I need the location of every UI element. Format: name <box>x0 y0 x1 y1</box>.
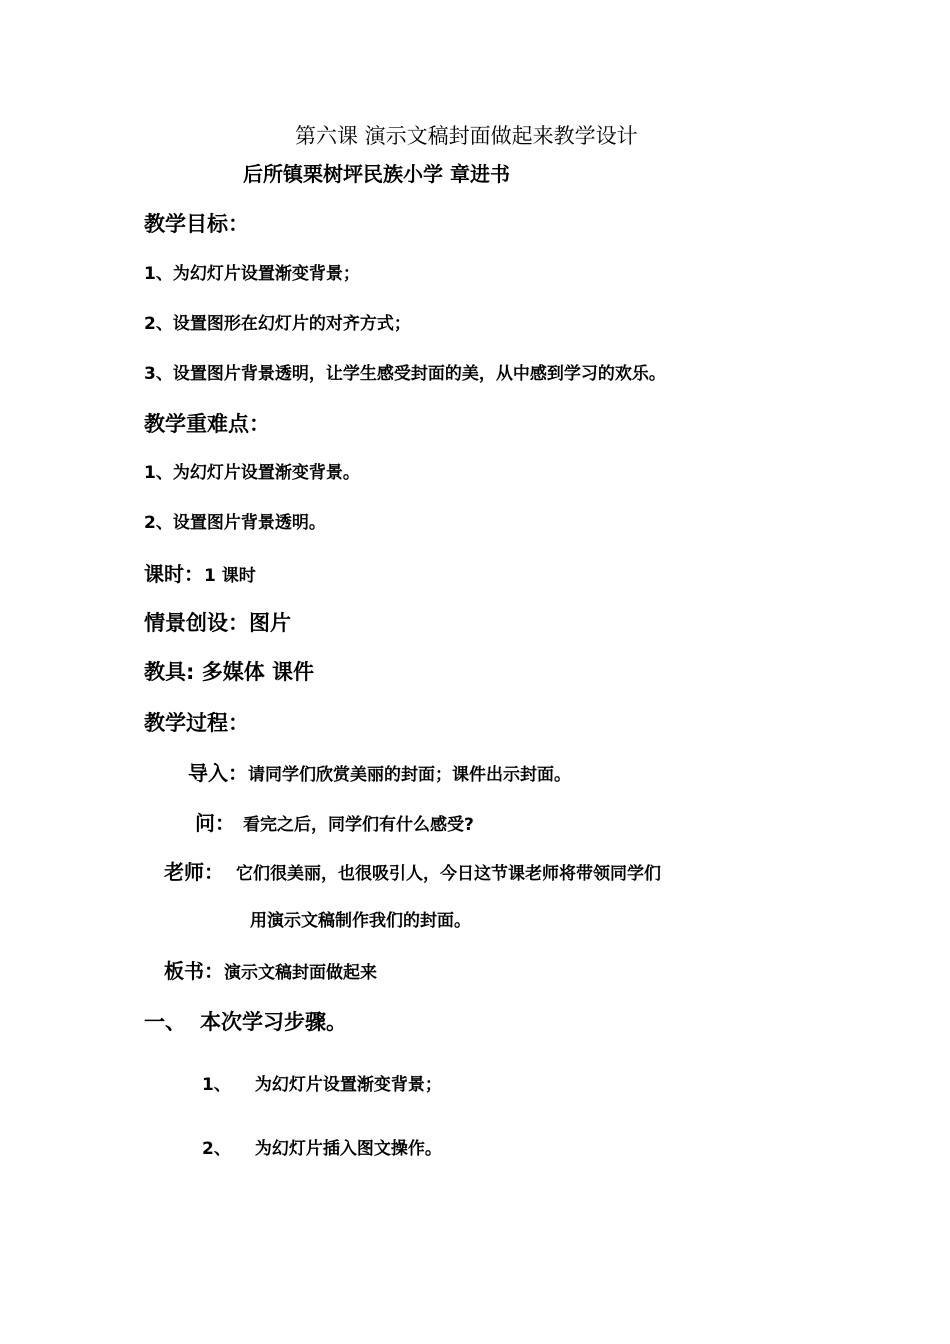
class-hours-label: 课时： <box>144 562 204 586</box>
process-heading: 教学过程： <box>144 711 249 735</box>
board-line <box>164 961 377 982</box>
objectives-heading: 教学目标： <box>144 212 249 236</box>
teacher-text-1: 它们很美丽，也很吸引人，今日这节课老师将带领同学们 <box>236 864 661 884</box>
board-text: 演示文稿封面做起来 <box>224 963 377 983</box>
class-hours <box>144 564 256 585</box>
steps-number: 一、 <box>144 1010 186 1034</box>
doc-author: 后所镇栗树坪民族小学 章进书 <box>243 162 510 186</box>
question-line <box>195 813 474 834</box>
step-item-1 <box>202 1077 442 1094</box>
class-hours-value: 1 课时 <box>204 566 256 586</box>
steps-heading: 本次学习步骤。 <box>200 1010 347 1034</box>
step-item-2-text: 为幻灯片插入图文操作。 <box>254 1139 442 1159</box>
scenario-line: 情景创设：图片 <box>144 611 291 635</box>
objective-item-2: 2、设置图形在幻灯片的对齐方式； <box>144 314 411 334</box>
teacher-label: 老师： <box>164 860 224 884</box>
intro-label: 导入： <box>188 761 248 785</box>
question-label: 问： <box>195 811 235 835</box>
step-item-2 <box>202 1141 442 1158</box>
steps-heading-line <box>144 1012 347 1033</box>
doc-title: 第六课 演示文稿封面做起来教学设计 <box>295 124 638 148</box>
question-text: 看完之后，同学们有什么感受? <box>243 815 474 835</box>
intro-line <box>188 763 571 784</box>
board-label: 板书： <box>164 959 224 983</box>
teacher-text-2: 用演示文稿制作我们的封面。 <box>250 911 471 931</box>
step-item-2-number: 2、 <box>202 1139 231 1159</box>
key-point-item-2: 2、设置图片背景透明。 <box>144 513 326 533</box>
step-item-1-number: 1、 <box>202 1075 231 1095</box>
key-points-heading: 教学重难点： <box>144 412 270 436</box>
objective-item-3: 3、设置图片背景透明，让学生感受封面的美，从中感到学习的欢乐。 <box>144 364 666 384</box>
teacher-line <box>164 862 661 883</box>
intro-text: 请同学们欣赏美丽的封面；课件出示封面。 <box>248 765 571 785</box>
objective-item-1: 1、为幻灯片设置渐变背景； <box>144 264 360 284</box>
tools-line: 教具: 多媒体 课件 <box>144 660 315 684</box>
key-point-item-1: 1、为幻灯片设置渐变背景。 <box>144 463 360 483</box>
step-item-1-text: 为幻灯片设置渐变背景； <box>254 1075 442 1095</box>
